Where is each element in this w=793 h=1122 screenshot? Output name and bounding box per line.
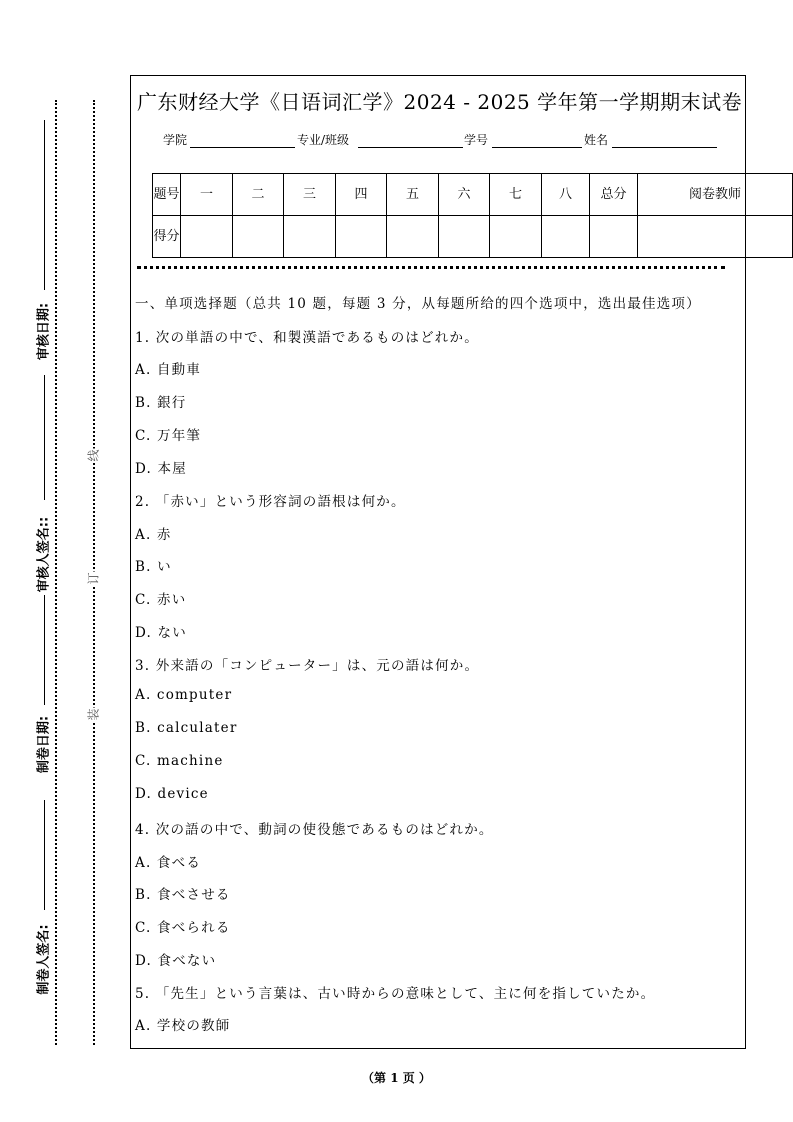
dotted-line-outer [55,100,57,1045]
score-cell[interactable] [233,216,284,258]
question-stem: 5. 「先生」という言葉は、古い時からの意味として、主に何を指していたか。 [135,986,656,1002]
row-label: 题号 [153,174,181,216]
answer-option: D. 食べない [135,953,217,969]
col-header: 四 [336,174,387,216]
answer-option: B. い [135,559,172,575]
score-cell[interactable] [387,216,439,258]
question-stem: 2. 「赤い」という形容詞の語根は何か。 [135,494,406,510]
maker-signature-label: 制卷人签名: [36,924,52,995]
binding-mark-zhuang: 装 [86,708,101,721]
answer-option: B. 食べさせる [135,887,231,903]
answer-option: A. 食べる [135,855,202,871]
answer-option: A. 学校の教師 [135,1018,231,1034]
score-cell[interactable] [284,216,336,258]
answer-option: C. 万年筆 [135,428,202,444]
score-cell[interactable] [590,216,638,258]
answer-option: D. device [135,786,209,802]
answer-option: B. calculater [135,720,238,736]
answer-option: A. 自動車 [135,362,202,378]
score-table [152,173,793,258]
col-header: 阅卷教师 [638,174,793,216]
col-header: 五 [387,174,439,216]
col-header: 七 [490,174,542,216]
score-cell[interactable] [181,216,233,258]
student-id-field[interactable] [492,147,582,148]
question-stem: 1. 次の単語の中で、和製漢語であるものはどれか。 [135,330,479,346]
score-cell[interactable] [638,216,793,258]
answer-option: A. computer [135,687,233,703]
college-field[interactable] [190,147,295,148]
score-cell[interactable] [336,216,387,258]
col-header: 二 [233,174,284,216]
reviewer-signature-label: 审核人签名:: [36,516,52,593]
name-label: 姓名 [584,133,609,147]
score-cell[interactable] [542,216,590,258]
maker-date-line [44,595,45,705]
review-date-line [44,120,45,290]
answer-option: C. machine [135,753,224,769]
score-cell[interactable] [490,216,542,258]
col-header: 八 [542,174,590,216]
score-row [153,216,793,258]
page-number: （第 1 页 ） [362,1071,431,1085]
college-label: 学院 [163,133,188,147]
question-stem: 4. 次の語の中で、動詞の使役態であるものはどれか。 [135,822,494,838]
maker-date-label: 制卷日期: [36,715,52,774]
question-stem: 3. 外来語の「コンピューター」は、元の語は何か。 [135,658,480,674]
col-header: 总分 [590,174,638,216]
answer-option: C. 食べられる [135,920,231,936]
reviewer-signature-line [44,375,45,500]
student-id-label: 学号 [464,133,489,147]
major-class-label: 专业/班级 [297,133,350,147]
answer-option: D. ない [135,625,187,641]
row-label: 得分 [153,216,181,258]
exam-title: 广东财经大学《日语词汇学》2024 - 2025 学年第一学期期末试卷 [137,90,743,114]
name-field[interactable] [612,147,717,148]
answer-option: A. 赤 [135,527,172,543]
binding-mark-ding: 订 [86,572,101,585]
dotted-separator [137,266,725,269]
question-number-row [153,174,793,216]
col-header: 三 [284,174,336,216]
col-header: 六 [439,174,490,216]
answer-option: B. 銀行 [135,395,187,411]
maker-signature-line [44,800,45,910]
section-heading: 一、单项选择题（总共 10 题，每题 3 分，从每题所给的四个选项中，选出最佳选项） [135,296,701,312]
col-header: 一 [181,174,233,216]
review-date-label: 审核日期: [36,302,52,361]
major-class-field[interactable] [358,147,463,148]
binding-mark-xian: 线 [86,449,101,462]
answer-option: C. 赤い [135,592,187,608]
answer-option: D. 本屋 [135,461,187,477]
score-cell[interactable] [439,216,490,258]
